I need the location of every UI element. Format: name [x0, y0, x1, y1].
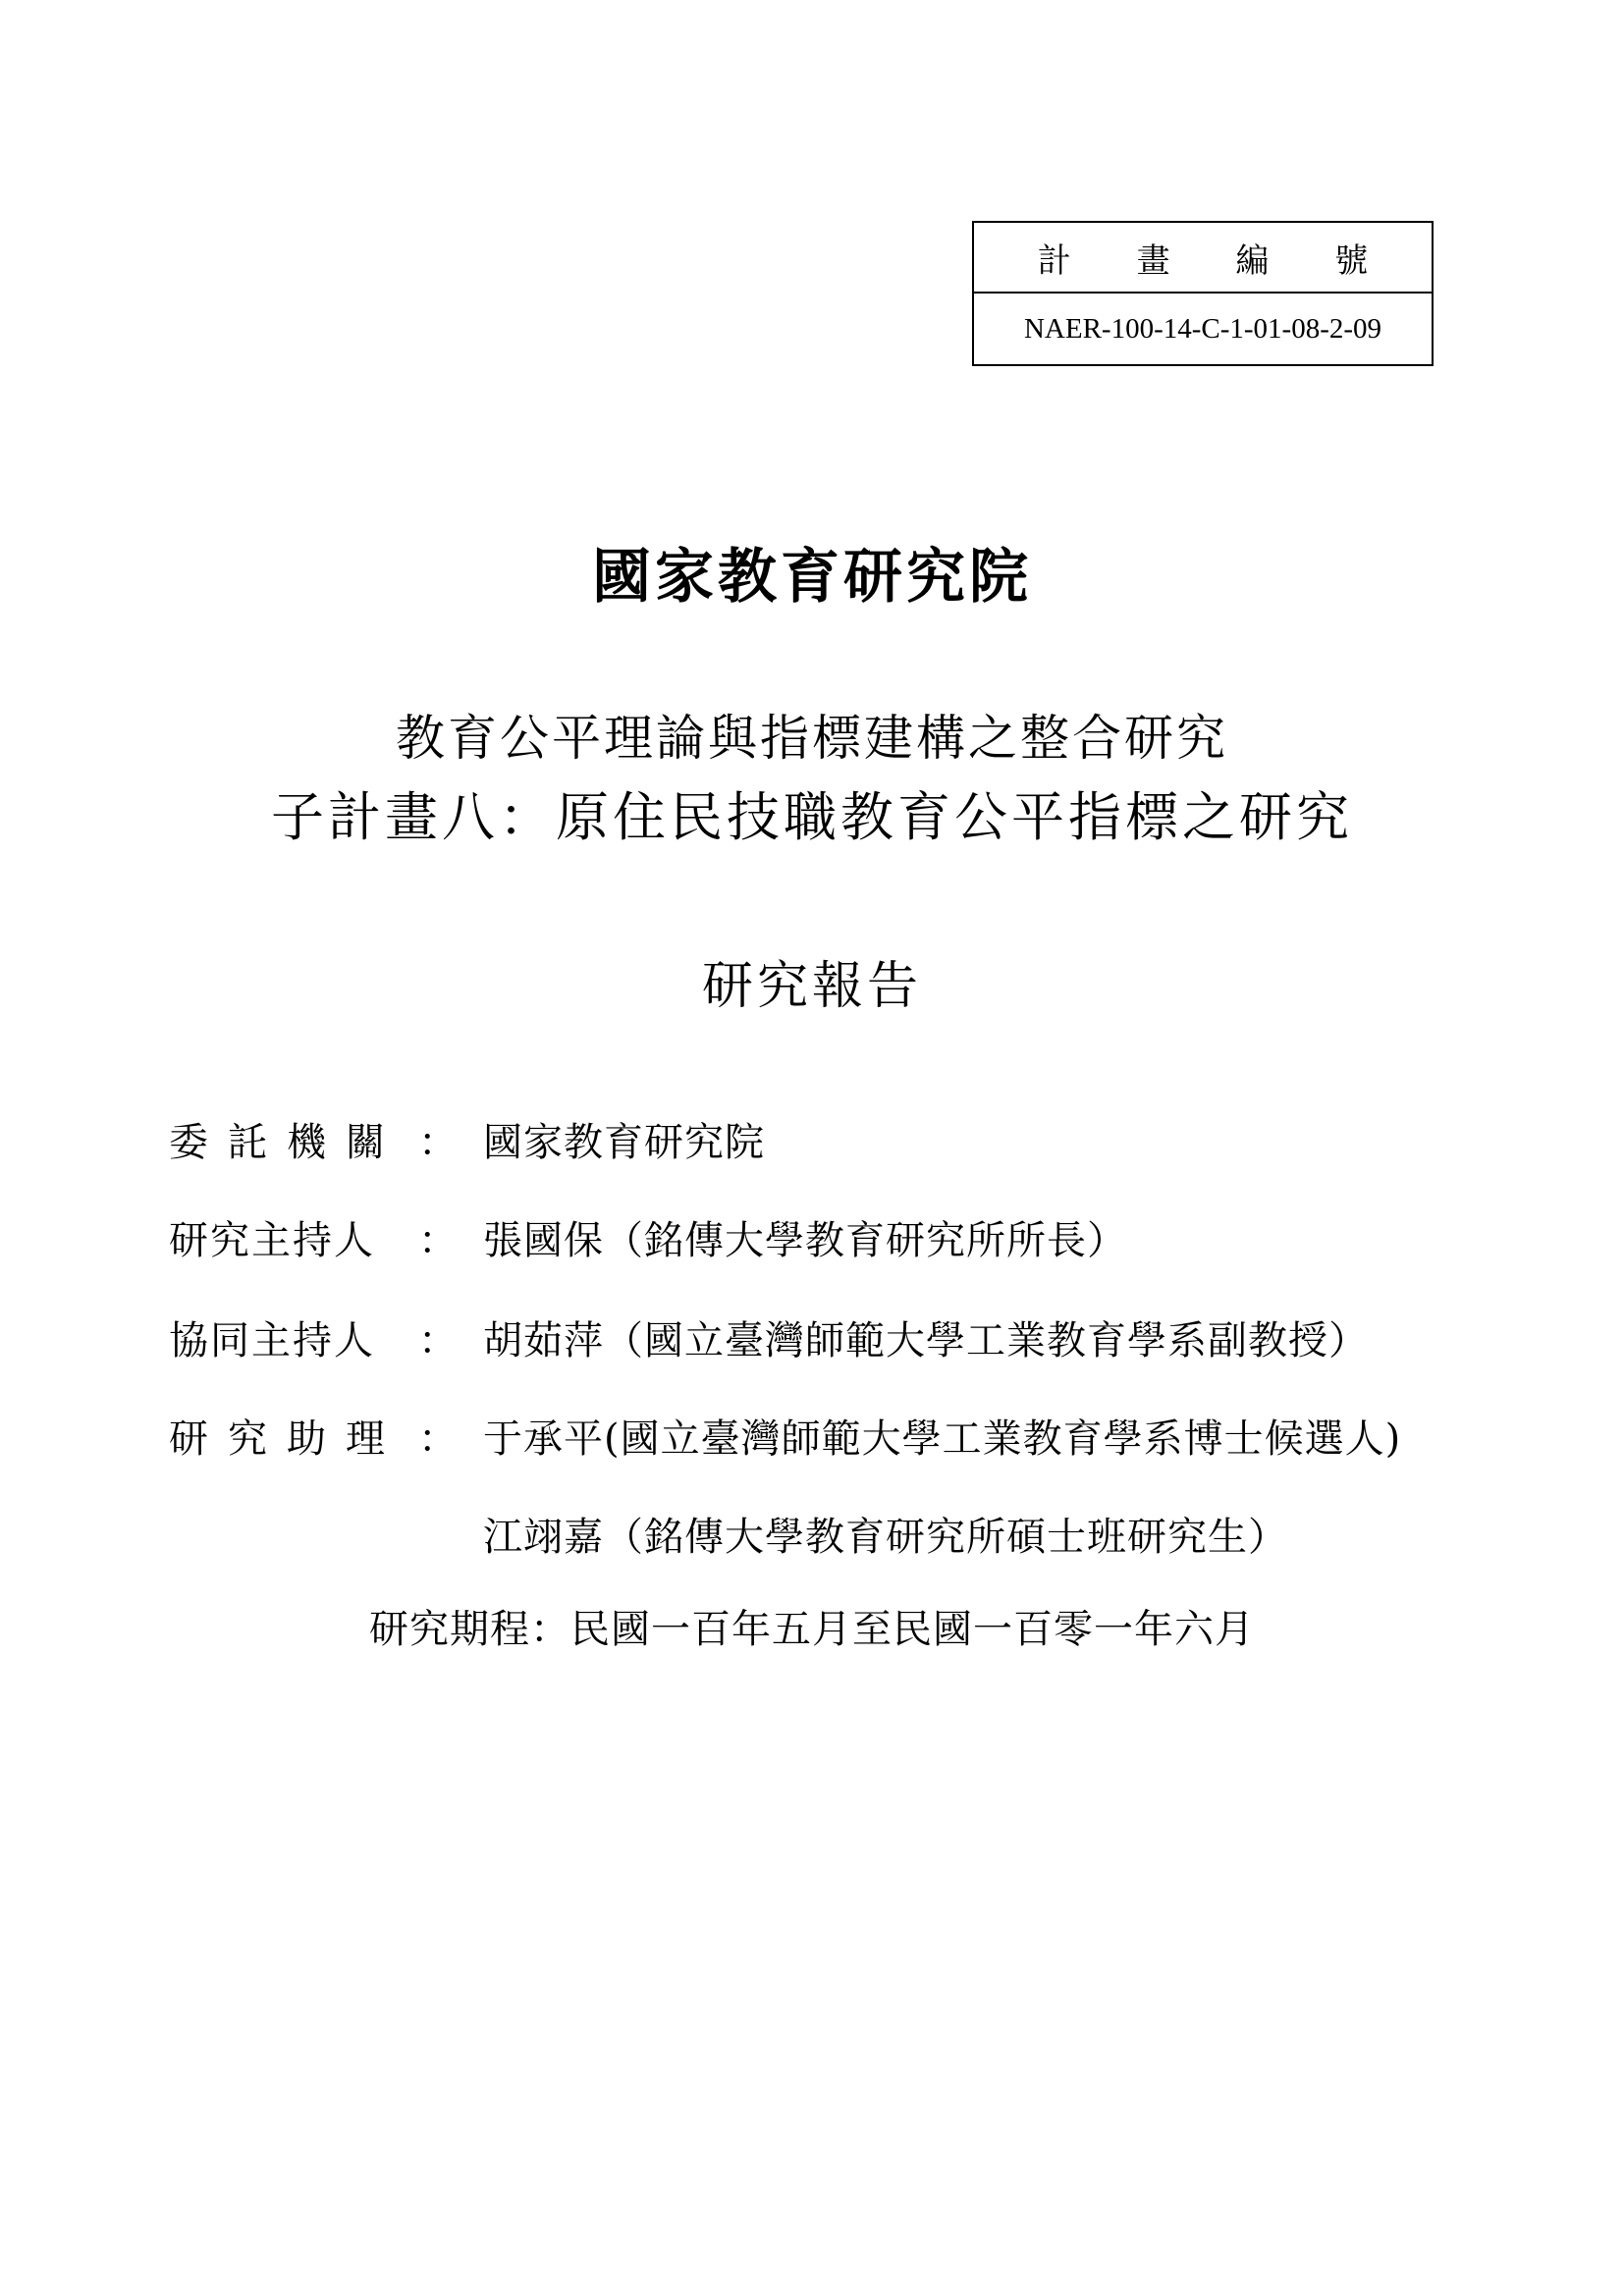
colon: ：	[418, 1317, 458, 1363]
project-number-header: 計 畫 編 號	[974, 223, 1432, 294]
principal-investigator-label: 研究主持人	[169, 1217, 375, 1263]
commissioner-row	[169, 1109, 765, 1168]
research-assistant-row	[169, 1406, 1401, 1465]
co-investigator-value: 胡茹萍（國立臺灣師範大學工業教育學系副教授）	[483, 1317, 1369, 1363]
co-investigator-label: 協同主持人	[169, 1317, 375, 1363]
report-sub-title: 子計畫八：原住民技職教育公平指標之研究	[271, 786, 1353, 848]
commissioner-value: 國家教育研究院	[483, 1119, 765, 1165]
research-assistant-value-2: 江翊嘉（銘傳大學教育研究所碩士班研究生）	[483, 1514, 1288, 1560]
research-assistant-row-2	[483, 1504, 1288, 1563]
report-main-title: 教育公平理論與指標建構之整合研究	[396, 710, 1228, 767]
commissioner-label: 委託機關	[169, 1119, 405, 1165]
report-type: 研究報告	[701, 957, 922, 1016]
colon: ：	[418, 1119, 458, 1165]
project-number-value: NAER-100-14-C-1-01-08-2-09	[1023, 312, 1382, 345]
institute-name: 國家教育研究院	[592, 543, 1032, 612]
research-assistant-label: 研究助理	[169, 1415, 405, 1462]
research-period: 研究期程：民國一百年五月至民國一百零一年六月	[369, 1607, 1255, 1652]
principal-investigator-value: 張國保（銘傳大學教育研究所所長）	[483, 1217, 1127, 1263]
principal-investigator-row	[169, 1207, 1127, 1266]
research-assistant-value-1: 于承平(國立臺灣師範大學工業教育學系博士候選人)	[483, 1415, 1402, 1462]
project-number-box	[972, 221, 1434, 366]
co-investigator-row	[169, 1308, 1369, 1366]
colon: ：	[418, 1217, 458, 1263]
colon: ：	[418, 1415, 458, 1462]
